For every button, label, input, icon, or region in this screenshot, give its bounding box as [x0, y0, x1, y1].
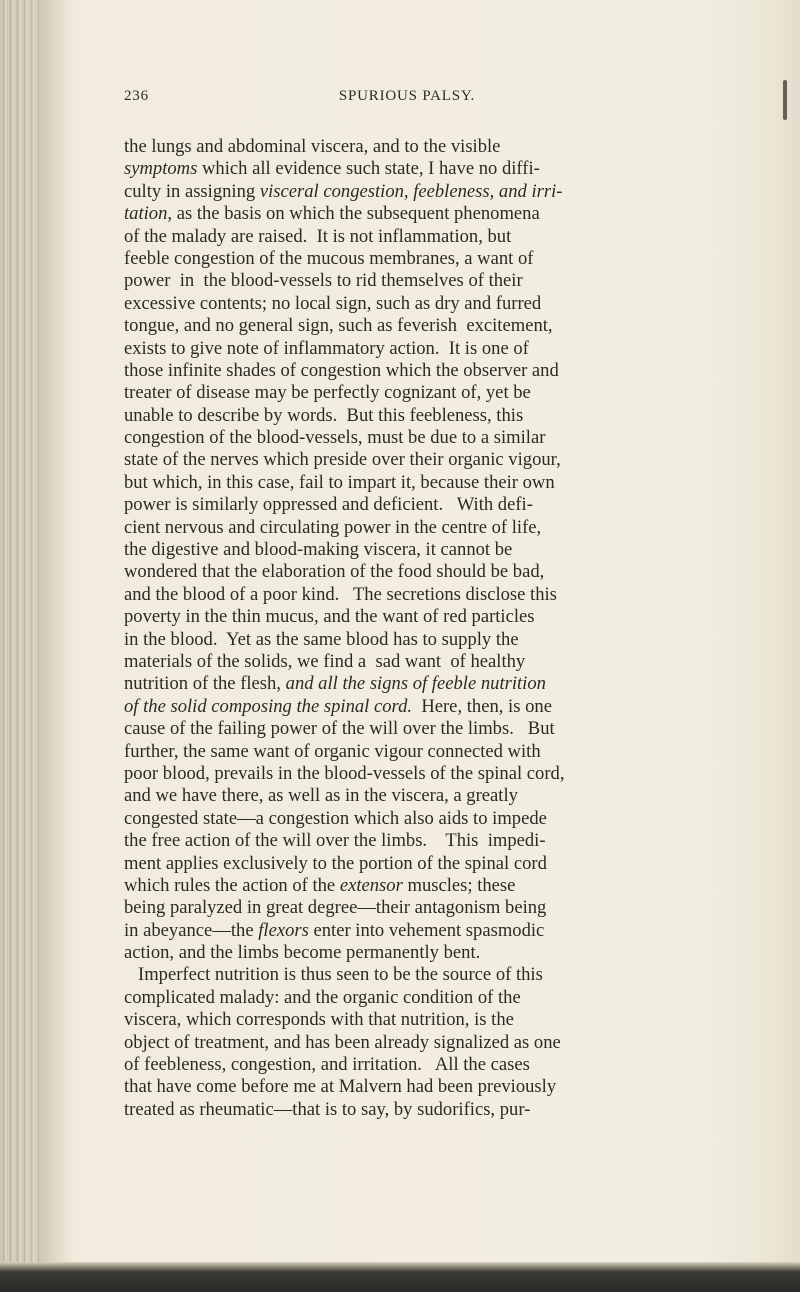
text-line	[124, 718, 796, 740]
text-segment: enter into vehement spasmodic	[308, 919, 545, 941]
binding-gutter	[0, 0, 40, 1292]
text-line	[124, 338, 796, 360]
text-segment: Imperfect nutrition is thus seen to be the source of this	[138, 964, 543, 986]
text-line	[124, 405, 796, 427]
text-line	[124, 226, 796, 248]
text-segment: cient nervous and circulating power in the centre of life,	[124, 516, 542, 538]
text-line	[124, 741, 796, 763]
text-segment: which rules the action of the	[124, 874, 340, 896]
text-segment: the free action of the will over the limbs. This impedi-	[124, 830, 546, 852]
text-line	[124, 897, 796, 919]
text-line	[124, 651, 796, 673]
text-line	[124, 1032, 796, 1054]
text-line	[124, 942, 796, 964]
text-segment: tongue, and no general sign, such as feverish excitement,	[124, 315, 553, 337]
text-line	[124, 920, 796, 942]
text-line	[124, 763, 796, 785]
text-segment: those infinite shades of congestion which the observer and	[124, 359, 559, 381]
scan-bottom-edge	[0, 1262, 800, 1292]
text-segment: in the blood. Yet as the same blood has to supply the	[124, 628, 519, 650]
text-segment: congested state—a congestion which also aids to impede	[124, 807, 547, 829]
text-line	[124, 382, 796, 404]
text-segment: nutrition of the flesh,	[124, 673, 286, 695]
text-segment: treated as rheumatic—that is to say, by sudorifics, pur-	[124, 1098, 531, 1120]
text-line	[124, 696, 796, 718]
text-segment: object of treatment, and has been already signalized as one	[124, 1031, 561, 1053]
edge-mark	[783, 80, 787, 120]
body-text	[124, 136, 796, 1121]
text-segment: feeble congestion of the mucous membranes, a want of	[124, 247, 534, 269]
text-line	[124, 427, 796, 449]
text-line	[124, 808, 796, 830]
text-segment: action, and the limbs become permanently bent.	[124, 942, 481, 964]
text-segment: power is similarly oppressed and deficient. With defi-	[124, 494, 533, 516]
text-line	[124, 629, 796, 651]
text-segment: poverty in the thin mucus, and the want of red particles	[124, 606, 535, 628]
text-segment: as the basis on which the subsequent phenomena	[172, 203, 540, 225]
text-segment: that have come before me at Malvern had been previously	[124, 1076, 557, 1098]
text-line	[124, 1099, 796, 1121]
text-line	[124, 181, 796, 203]
text-line	[124, 1054, 796, 1076]
text-segment: further, the same want of organic vigour connected with	[124, 740, 541, 762]
text-segment: excessive contents; no local sign, such as dry and furred	[124, 292, 542, 314]
text-line	[124, 606, 796, 628]
text-line	[124, 315, 796, 337]
italic-text: and all the signs of feeble nutrition	[285, 673, 546, 695]
text-segment: but which, in this case, fail to impart it, because their own	[124, 471, 555, 493]
text-segment: and the blood of a poor kind. The secretions disclose this	[124, 583, 557, 605]
text-segment: congestion of the blood-vessels, must be due to a similar	[124, 427, 546, 449]
italic-text: symptoms	[124, 158, 198, 180]
text-line	[124, 1009, 796, 1031]
text-line	[124, 360, 796, 382]
italic-text: flexors	[258, 919, 309, 941]
text-segment: and we have there, as well as in the viscera, a greatly	[124, 785, 518, 807]
running-head	[124, 88, 690, 114]
text-segment: the digestive and blood-making viscera, it cannot be	[124, 539, 513, 561]
text-line	[124, 584, 796, 606]
text-segment: treater of disease may be perfectly cognizant of, yet be	[124, 382, 531, 404]
text-segment: cause of the failing power of the will over the limbs. But	[124, 718, 555, 740]
text-segment: in abeyance—the	[124, 919, 259, 941]
text-segment: exists to give note of inflammatory action. It is one of	[124, 337, 529, 359]
text-line	[124, 494, 796, 516]
text-line	[124, 561, 796, 583]
text-line	[124, 293, 796, 315]
text-segment: complicated malady: and the organic condition of the	[124, 986, 521, 1008]
text-line	[124, 673, 796, 695]
text-segment: wondered that the elaboration of the food should be bad,	[124, 561, 545, 583]
italic-text: of the solid composing the spinal cord.	[124, 695, 413, 717]
text-line	[124, 270, 796, 292]
text-line	[124, 472, 796, 494]
text-line	[124, 830, 796, 852]
text-line	[124, 785, 796, 807]
text-segment: unable to describe by words. But this feebleness, this	[124, 404, 524, 426]
text-segment: of the malady are raised. It is not inflammation, but	[124, 225, 512, 247]
text-line	[124, 136, 796, 158]
text-segment: muscles; these	[402, 874, 516, 896]
text-line	[124, 964, 796, 986]
text-segment: the lungs and abdominal viscera, and to the visible	[124, 136, 501, 157]
text-segment: ment applies exclusively to the portion of the spinal cord	[124, 852, 547, 874]
text-segment: state of the nerves which preside over their organic vigour,	[124, 449, 561, 471]
text-line	[124, 853, 796, 875]
text-line	[124, 203, 796, 225]
italic-text: visceral congestion, feebleness, and irri-	[259, 180, 563, 202]
text-line	[124, 539, 796, 561]
running-title: SPURIOUS PALSY.	[338, 88, 476, 104]
text-segment: being paralyzed in great degree—their antagonism being	[124, 897, 547, 919]
gutter-shadow	[40, 0, 75, 1292]
text-segment: viscera, which corresponds with that nutrition, is the	[124, 1009, 514, 1031]
text-line	[124, 449, 796, 471]
text-segment: which all evidence such state, I have no diffi-	[197, 158, 540, 180]
text-line	[124, 875, 796, 897]
italic-text: tation,	[124, 203, 173, 225]
page-number: 236	[124, 88, 149, 104]
text-line	[124, 248, 796, 270]
text-line	[124, 158, 796, 180]
text-line	[124, 987, 796, 1009]
text-line	[124, 1076, 796, 1098]
italic-text: extensor	[339, 874, 403, 896]
text-segment: materials of the solids, we find a sad want of healthy	[124, 650, 526, 672]
text-segment: culty in assigning	[124, 180, 260, 202]
text-segment: power in the blood-vessels to rid themselves of their	[124, 270, 523, 292]
text-line	[124, 517, 796, 539]
text-segment: Here, then, is one	[412, 695, 552, 717]
text-segment: of feebleness, congestion, and irritation. All the cases	[124, 1054, 530, 1076]
text-segment: poor blood, prevails in the blood-vessels of the spinal cord,	[124, 762, 565, 784]
